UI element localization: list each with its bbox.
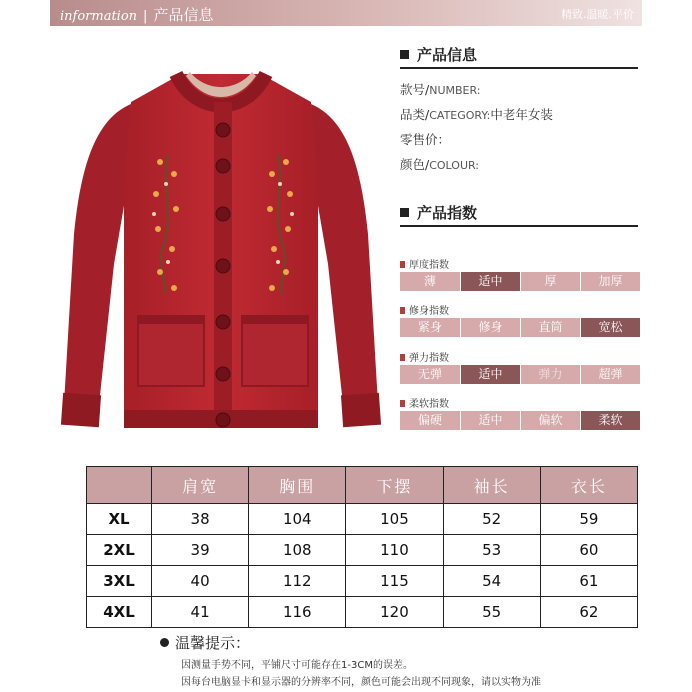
table-cell: 60	[540, 535, 637, 566]
label-marker-icon	[400, 261, 405, 268]
size-table	[86, 466, 638, 628]
size-table-header-row	[87, 467, 638, 504]
bullet-icon	[160, 638, 169, 647]
table-row	[87, 597, 638, 628]
index-option-selected: 适中	[460, 272, 520, 291]
index-option: 薄	[400, 272, 460, 291]
table-cell: 53	[443, 535, 540, 566]
table-cell: 110	[346, 535, 443, 566]
info-price-label: 零售价：	[400, 132, 451, 147]
tip-line: 因每台电脑显卡和显示器的分辨率不同，颜色可能会出现不同现象，请以实物为准	[181, 677, 541, 688]
banner-divider: |	[143, 9, 148, 24]
index-option: 修身	[460, 318, 520, 337]
banner-title-cn: 产品信息	[153, 6, 214, 24]
index-option: 直筒	[520, 318, 580, 337]
index-option: 紧身	[400, 318, 460, 337]
banner-tagline: 精致.温暖.平价	[561, 8, 634, 21]
table-cell: 115	[346, 566, 443, 597]
index-option: 无弹	[400, 365, 460, 384]
info-number	[400, 80, 481, 98]
heading-square-icon	[400, 50, 409, 59]
product-index-heading	[400, 202, 477, 223]
index-option: 弹力	[520, 365, 580, 384]
table-cell: 108	[249, 535, 346, 566]
label-marker-icon	[400, 354, 405, 361]
table-cell: 104	[249, 504, 346, 535]
header-banner	[50, 0, 642, 26]
info-category-value: 中老年女装	[490, 107, 553, 122]
index-option-selected: 适中	[460, 365, 520, 384]
heading-square-icon	[400, 208, 409, 217]
product-info-heading	[400, 44, 477, 65]
table-cell: 55	[443, 597, 540, 628]
size-label: 2XL	[87, 535, 152, 566]
info-category-label: 品类/	[400, 107, 430, 122]
index-option: 加厚	[580, 272, 640, 291]
index-row-fit	[400, 318, 640, 337]
index-label-text: 弹力指数	[409, 353, 449, 364]
table-cell: 62	[540, 597, 637, 628]
table-cell: 40	[152, 566, 249, 597]
index-option: 超弹	[580, 365, 640, 384]
index-option-selected: 柔软	[580, 411, 640, 430]
header-cell-length: 衣长	[540, 467, 637, 504]
banner-title-en: information	[60, 9, 138, 24]
tips-title	[160, 632, 250, 653]
table-cell: 105	[346, 504, 443, 535]
size-label: 4XL	[87, 597, 152, 628]
info-category	[400, 105, 553, 123]
info-category-caption: CATEGORY:	[429, 109, 491, 122]
index-label-text: 修身指数	[409, 306, 449, 317]
size-label: XL	[87, 504, 152, 535]
index-label-text: 柔软指数	[409, 399, 449, 410]
index-option-selected: 宽松	[580, 318, 640, 337]
info-colour	[400, 155, 479, 173]
label-marker-icon	[400, 307, 405, 314]
product-index-rule	[400, 225, 638, 227]
info-number-caption: NUMBER:	[429, 84, 481, 97]
index-label-fit	[400, 302, 449, 317]
table-cell: 38	[152, 504, 249, 535]
header-cell-chest: 胸围	[249, 467, 346, 504]
table-cell: 54	[443, 566, 540, 597]
product-index-heading-text: 产品指数	[417, 204, 478, 222]
index-option: 偏硬	[400, 411, 460, 430]
table-cell: 41	[152, 597, 249, 628]
table-cell: 52	[443, 504, 540, 535]
index-label-text: 厚度指数	[409, 260, 449, 271]
table-cell: 61	[540, 566, 637, 597]
index-label-softness	[400, 395, 449, 410]
index-row-elasticity	[400, 365, 640, 384]
table-cell: 116	[249, 597, 346, 628]
index-option: 适中	[460, 411, 520, 430]
size-label: 3XL	[87, 566, 152, 597]
index-row-thickness	[400, 272, 640, 291]
tips-title-text: 温馨提示：	[175, 634, 251, 652]
banner-title	[60, 4, 213, 25]
table-row	[87, 566, 638, 597]
table-cell: 112	[249, 566, 346, 597]
product-info-heading-text: 产品信息	[417, 46, 478, 64]
header-cell-hem: 下摆	[346, 467, 443, 504]
table-row	[87, 535, 638, 566]
info-price	[400, 130, 450, 148]
product-photo	[56, 44, 386, 444]
label-marker-icon	[400, 400, 405, 407]
header-cell-shoulder: 肩宽	[152, 467, 249, 504]
table-row	[87, 504, 638, 535]
info-number-label: 款号/	[400, 82, 430, 97]
header-cell-sleeve: 袖长	[443, 467, 540, 504]
tip-line: 因测量手势不同，平铺尺寸可能存在1-3CM的误差。	[181, 660, 413, 671]
index-label-thickness	[400, 256, 449, 271]
index-option: 厚	[520, 272, 580, 291]
header-cell-blank	[87, 467, 152, 504]
table-cell: 59	[540, 504, 637, 535]
index-row-softness	[400, 411, 640, 430]
index-option: 偏软	[520, 411, 580, 430]
info-colour-label: 颜色/	[400, 157, 430, 172]
product-info-rule	[400, 67, 638, 69]
table-cell: 120	[346, 597, 443, 628]
info-colour-caption: COLOUR:	[429, 159, 480, 172]
table-cell: 39	[152, 535, 249, 566]
index-label-elasticity	[400, 349, 449, 364]
